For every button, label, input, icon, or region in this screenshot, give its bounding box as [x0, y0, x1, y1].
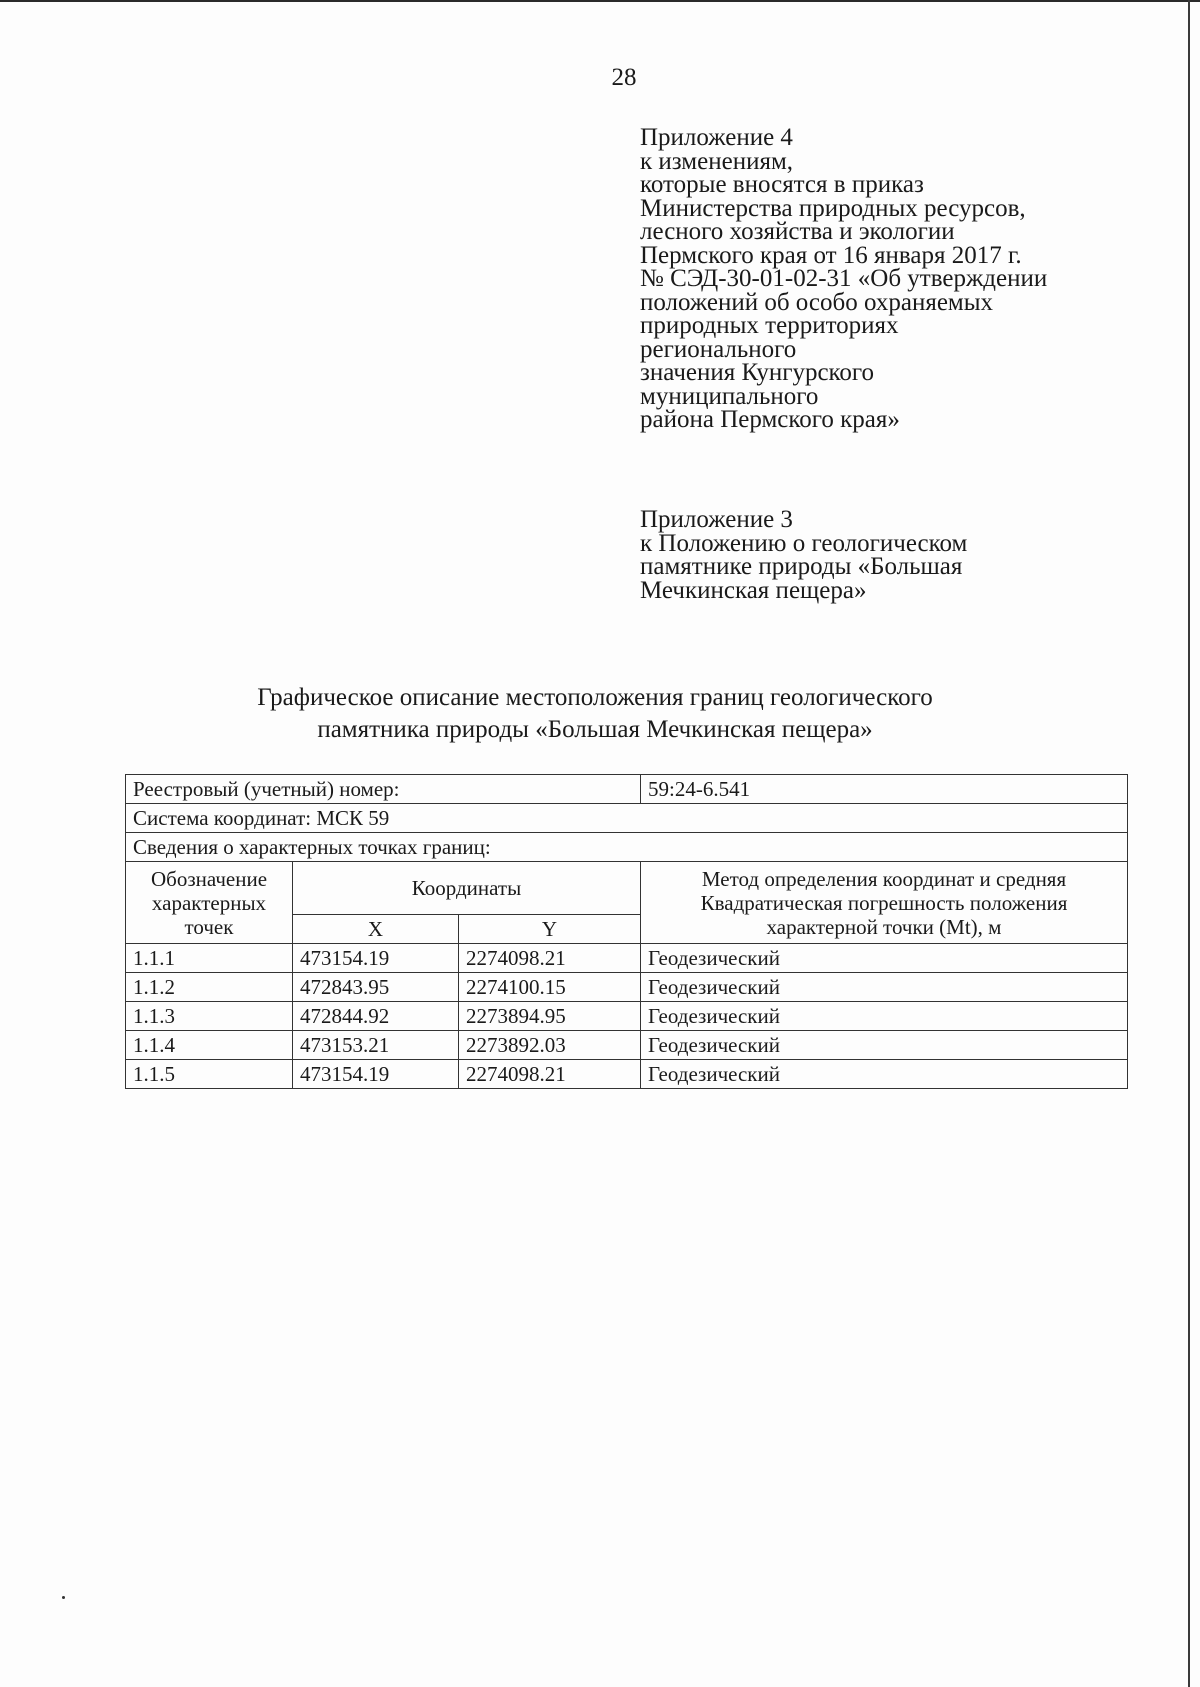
scan-speck	[62, 1596, 65, 1599]
points-info: Сведения о характерных точках границ:	[126, 833, 1128, 862]
header-coords: Координаты	[293, 862, 641, 915]
registry-row	[126, 775, 1128, 804]
method: Геодезический	[641, 1031, 1128, 1060]
appendix-4-line: значения Кунгурского	[640, 359, 875, 386]
appendix-4-line: Приложение 4	[640, 124, 793, 151]
registry-value: 59:24-6.541	[641, 775, 1128, 804]
coord-x: 473153.21	[293, 1031, 459, 1060]
header-row	[126, 862, 1128, 915]
table-row	[126, 944, 1128, 973]
appendix-3-line: Приложение 3	[640, 506, 793, 533]
method: Геодезический	[641, 944, 1128, 973]
registry-label: Реестровый (учетный) номер:	[126, 775, 641, 804]
method: Геодезический	[641, 1060, 1128, 1089]
scan-top-edge	[0, 0, 1200, 2]
page-number: 28	[611, 64, 637, 91]
coord-system: Система координат: МСК 59	[126, 804, 1128, 833]
scan-right-edge	[1188, 0, 1190, 1687]
coord-y: 2274098.21	[459, 1060, 641, 1089]
point-id: 1.1.5	[126, 1060, 293, 1089]
appendix-3-block	[640, 508, 967, 602]
appendix-3-line: памятнике природы «Большая	[640, 553, 963, 580]
appendix-4-line: муниципального	[640, 382, 819, 410]
points-info-row	[126, 833, 1128, 862]
coord-y: 2274100.15	[459, 973, 641, 1002]
coord-system-row	[126, 804, 1128, 833]
appendix-4-line: к изменениям,	[640, 147, 794, 175]
method: Геодезический	[641, 1002, 1128, 1031]
point-id: 1.1.3	[126, 1002, 293, 1031]
appendix-4-block	[640, 126, 1047, 432]
appendix-4-line: № СЭД-30-01-02-31 «Об утверждении	[640, 265, 1048, 292]
coord-y: 2274098.21	[459, 944, 641, 973]
coord-y: 2273892.03	[459, 1031, 641, 1060]
coord-x: 472843.95	[293, 973, 459, 1002]
header-method: Метод определения координат и средняя Квадратическая погрешность положения характерной точки (Mt), м	[641, 862, 1128, 944]
table-row	[126, 1002, 1128, 1031]
appendix-4-line: регионального	[640, 335, 797, 363]
coord-y: 2273894.95	[459, 1002, 641, 1031]
coord-x: 473154.19	[293, 1060, 459, 1089]
title-line-2: памятника природы «Большая Мечкинская пещера»	[317, 716, 873, 743]
appendix-4-line: положений об особо охраняемых	[640, 288, 994, 316]
table-row	[126, 1031, 1128, 1060]
point-id: 1.1.4	[126, 1031, 293, 1060]
coordinates-table	[125, 774, 1128, 1089]
table-row	[126, 973, 1128, 1002]
appendix-4-line: природных территориях	[640, 312, 899, 339]
document-title	[140, 682, 1050, 746]
appendix-3-line: к Положению о геологическом	[640, 529, 968, 557]
appendix-3-line: Мечкинская пещера»	[640, 576, 867, 604]
appendix-4-line: которые вносятся в приказ	[640, 171, 924, 198]
header-y: Y	[459, 915, 641, 944]
header-x: X	[293, 915, 459, 944]
point-id: 1.1.2	[126, 973, 293, 1002]
appendix-4-line: Пермского края от 16 января 2017 г.	[640, 241, 1022, 269]
coord-x: 472844.92	[293, 1002, 459, 1031]
appendix-4-line: Министерства природных ресурсов,	[640, 194, 1026, 222]
coord-x: 473154.19	[293, 944, 459, 973]
title-line-1: Графическое описание местоположения границ геологического	[257, 684, 933, 711]
method: Геодезический	[641, 973, 1128, 1002]
point-id: 1.1.1	[126, 944, 293, 973]
header-point: Обозначение характерных точек	[126, 862, 293, 944]
table-row	[126, 1060, 1128, 1089]
appendix-4-line: лесного хозяйства и экологии	[640, 218, 955, 245]
appendix-4-line: района Пермского края»	[640, 406, 900, 433]
